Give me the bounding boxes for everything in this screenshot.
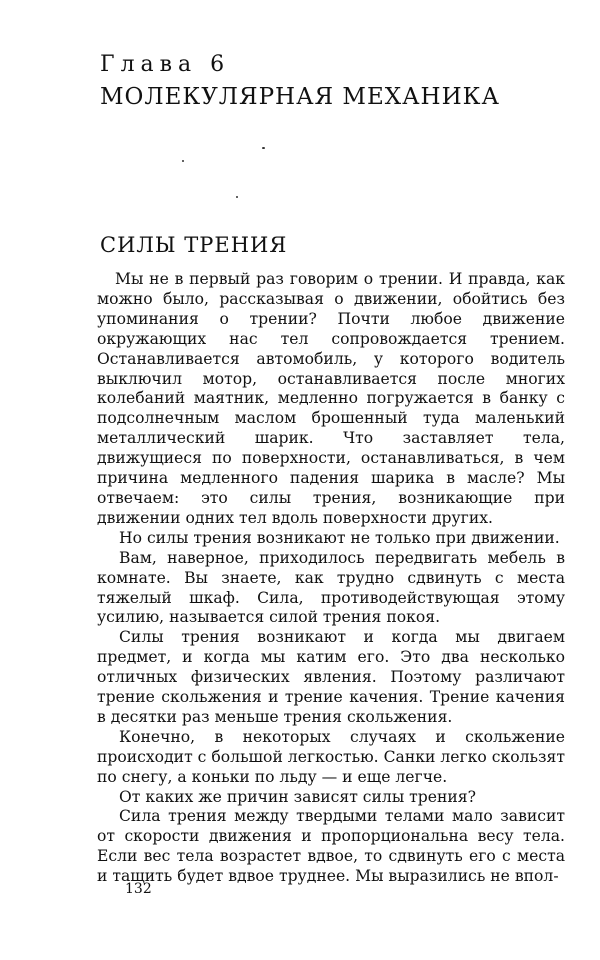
body-text (97, 270, 565, 887)
paragraph: Сила трения между твердыми телами мало зависит от скорости движения и пропорциональна весу тела. Если вес тела возрастет вдвое, то сдвинуть его с места и тащить будет вдвое труднее. Мы выразились не впол- (97, 807, 565, 886)
paragraph: От каких же причин зависят силы трения? (119, 787, 477, 806)
chapter-title: МОЛЕКУЛЯРНАЯ МЕХАНИКА (100, 84, 500, 110)
paragraph: Конечно, в некоторых случаях и скольжение происходит с большой легкостью. Санки легко скользят по снегу, а коньки по льду — и еще легче. (97, 727, 565, 786)
scan-speck (182, 160, 184, 162)
scan-speck (236, 196, 238, 198)
paragraph: Но силы трения возникают не только при движении. (119, 528, 560, 547)
page-number: 132 (125, 881, 152, 897)
paragraph: Вам, наверное, приходилось передвигать мебель в комнате. Вы знаете, как трудно сдвинуть с места тяжелый шкаф. Сила, противодействующая этому усилию, называется силой трения покоя. (97, 548, 565, 627)
paragraph: Мы не в первый раз говорим о трении. И правда, как можно было, рассказывая о движении, обойтись без упоминания о трении? Почти любое движение окружающих нас тел сопровождается трением. Останавливается автомобиль, у которого водитель выключил мотор, останавливается после многих колебаний маятник, медленно погружается в банку с подсолнечным маслом брошенный туда маленький металлический шарик. Что заставляет тела, движущиеся по поверхности, останавливаться, в чем причина медленного падения шарика в масле? Мы отвечаем: это силы трения, возникающие при движении одних тел вдоль поверхности других. (97, 270, 565, 527)
paragraph: Силы трения возникают и когда мы двигаем предмет, и когда мы катим его. Это два несколько отличных физических явления. Поэтому различают трение скольжения и трение качения. Трение качения в десятки раз меньше трения скольжения. (97, 628, 565, 726)
scan-speck (262, 147, 265, 149)
chapter-label: Глава 6 (100, 52, 231, 77)
section-title: СИЛЫ ТРЕНИЯ (100, 233, 288, 257)
